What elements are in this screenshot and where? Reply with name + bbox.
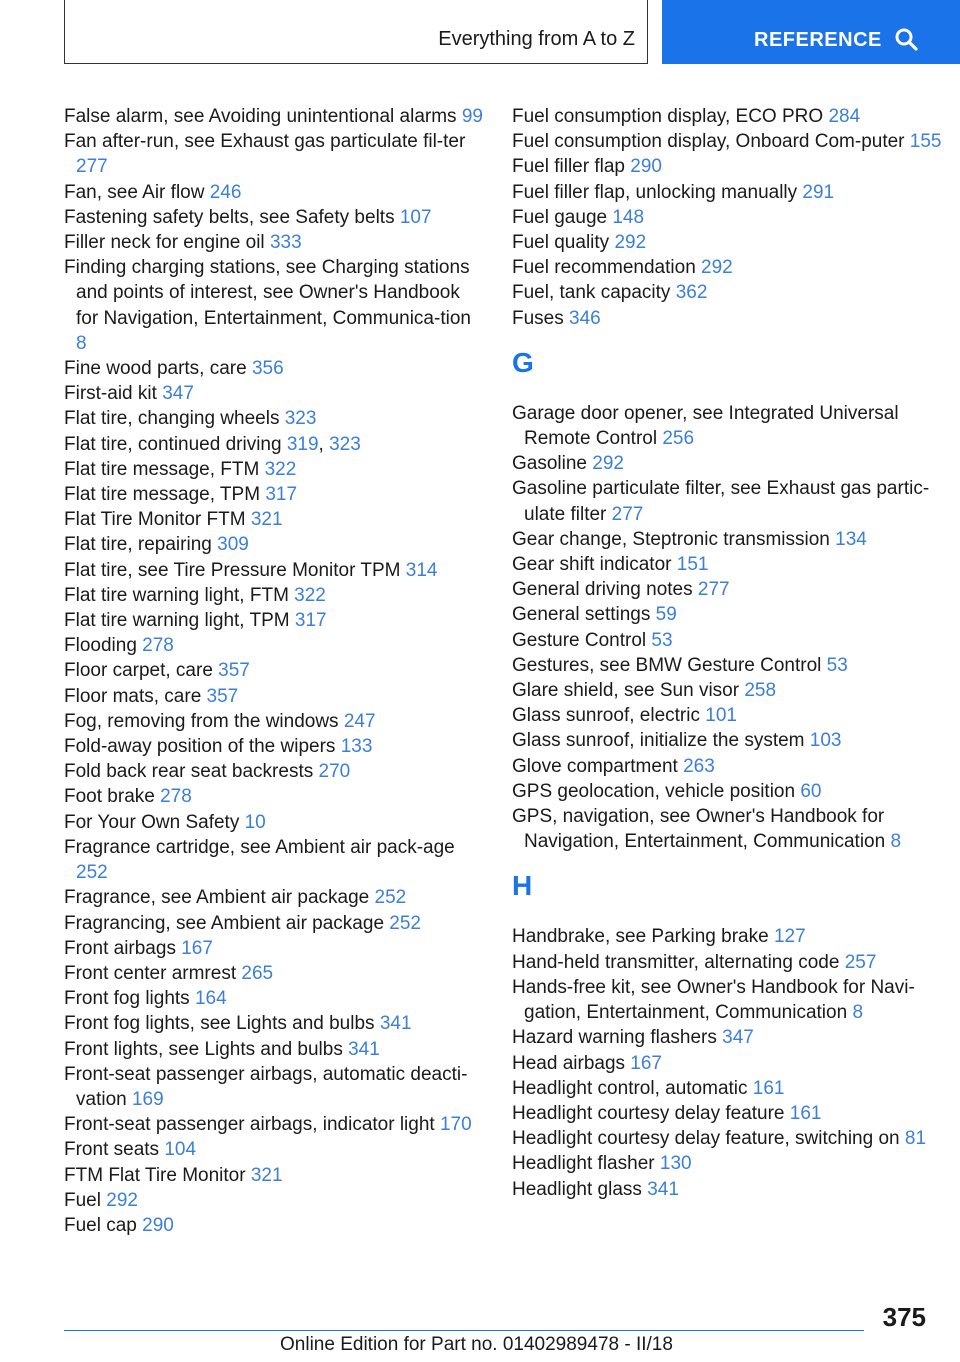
index-entry-text: Fold back rear seat backrests [64,761,319,783]
index-entry [512,1126,942,1151]
index-entry [512,280,942,305]
page-link[interactable]: 277 [76,156,108,178]
index-entry-text: GPS geolocation, vehicle position [512,780,801,802]
index-entry [64,835,484,885]
page-link[interactable]: 247 [343,710,376,732]
page-link[interactable]: 362 [675,282,708,304]
page-link[interactable]: 278 [142,635,174,657]
index-entry-text: Fuel [64,1189,107,1211]
index-entry [512,975,942,1025]
page-link[interactable]: 167 [630,1052,662,1074]
index-entry-text: General settings [512,604,656,626]
index-entry [512,104,942,129]
page-link[interactable]: 292 [614,232,647,254]
page-link[interactable]: 133 [340,736,373,758]
page-link[interactable]: 103 [809,730,842,752]
page-link[interactable]: 347 [722,1027,754,1049]
index-entry [64,709,484,734]
page-link[interactable]: 8 [76,332,87,354]
page-link[interactable]: 60 [800,780,822,802]
page-link[interactable]: 278 [160,786,192,808]
page-link[interactable]: 252 [76,862,108,884]
index-entry [512,527,942,552]
index-entry [64,1137,484,1162]
index-entry [64,633,484,658]
index-entry-text: Gestures, see BMW Gesture Control [512,654,827,676]
page-link[interactable]: 161 [752,1077,785,1099]
index-entry-text: Gesture Control [512,629,652,651]
index-entry-text: False alarm, see Avoiding unintentional alarms [64,106,462,127]
index-entry-text: Flat tire warning light, TPM [64,610,295,632]
page-link[interactable]: 321 [250,509,283,531]
page-link[interactable]: 322 [264,458,297,480]
page-link[interactable]: 346 [569,307,601,329]
index-entry-text: Headlight control, automatic [512,1077,753,1099]
index-entry-text: General driving notes [512,579,698,601]
index-entry-text: Flat Tire Monitor FTM [64,509,251,531]
page-link[interactable]: 284 [828,106,861,127]
index-entry [64,406,484,431]
index-entry [64,1188,484,1213]
index-entry [64,1213,484,1238]
index-entry-text: Flat tire, repairing [64,534,218,556]
index-entry [512,779,942,804]
index-entry [512,451,942,476]
index-entry [64,356,484,381]
index-entry-text: Flat tire warning light, FTM [64,584,295,606]
index-entry-text: Fuel consumption display, ECO PRO [512,106,829,127]
page-link[interactable]: 322 [294,584,326,606]
edition-info: Online Edition for Part no. 01402989478 - II/18 [280,1334,673,1355]
index-entry [64,230,484,255]
index-entry [64,986,484,1011]
index-entry-text: Glove compartment [512,755,684,777]
index-entry-text: Fuses [512,307,570,329]
index-entry [64,1062,484,1112]
index-entry [64,684,484,709]
page-link[interactable]: 323 [284,408,317,430]
index-entry [512,306,942,331]
index-entry [512,577,942,602]
index-entry-text: Front-seat passenger airbags, automatic deacti-vation [64,1063,468,1110]
index-entry [64,1163,484,1188]
page-link[interactable]: 292 [592,453,624,475]
section-title: Everything from A to Z [438,28,635,50]
index-entry-text: Headlight glass [512,1178,648,1200]
index-entry-text: Flat tire message, FTM [64,458,265,480]
page-link[interactable]: 10 [244,811,266,833]
index-entry [512,1076,942,1101]
index-entry [64,1112,484,1137]
page-link[interactable]: 290 [142,1214,174,1236]
index-entry-text: Fastening safety belts, see Safety belts [64,206,400,228]
page-link[interactable]: 356 [251,358,284,380]
index-entry [64,381,484,406]
index-entry-text: Glare shield, see Sun visor [512,680,745,702]
index-entry [64,180,484,205]
index-entry-text: Garage door opener, see Integrated Universal Remote Control [512,402,899,450]
index-entry [512,678,942,703]
footer-divider [64,1330,864,1331]
index-entry-text: First-aid kit [64,383,163,405]
page-link[interactable]: 257 [844,951,877,973]
index-entry-text: Front airbags [64,937,182,959]
index-entry-text: Fuel filler flap, unlocking manually [512,181,803,203]
page-link[interactable]: 341 [348,1038,380,1060]
index-entry-text: Fragrance, see Ambient air package [64,887,375,909]
index-entry-text: GPS, navigation, see Owner's Handbook for Navigation, Entertainment, Communication [512,806,891,853]
page-link[interactable]: 246 [209,181,242,203]
index-entry [512,703,942,728]
page-link[interactable]: 314 [405,559,438,581]
index-entry [512,950,942,975]
index-entry-text: Fold-away position of the wipers [64,736,341,758]
page-link[interactable]: 258 [744,680,777,702]
index-entry [512,1025,942,1050]
index-entry [512,1177,942,1202]
index-entry [512,924,942,949]
page-link[interactable]: 256 [662,428,695,450]
index-entry [64,658,484,683]
page-link[interactable]: 319 [286,433,319,455]
index-entry-text: FTM Flat Tire Monitor [64,1164,251,1186]
page-link[interactable]: 161 [789,1102,822,1124]
index-entry [64,784,484,809]
index-entry [512,552,942,577]
index-entry-text: Fuel quality [512,232,615,254]
page-number: 375 [882,1302,926,1332]
page-link[interactable]: 292 [106,1189,138,1211]
page-link[interactable]: 130 [659,1153,692,1175]
index-entry-text: Front center armrest [64,962,242,984]
page-link[interactable]: 53 [651,629,673,651]
page-link[interactable]: 53 [826,654,848,676]
page-link[interactable]: 270 [318,761,351,783]
index-entry [64,507,484,532]
index-column-right [512,104,942,1202]
index-entry-text: Fuel consumption display, Onboard Com-puter [512,131,910,153]
index-entry-text: Fuel gauge [512,206,613,228]
index-entry [64,1037,484,1062]
index-entry [512,754,942,779]
index-entry-text: Filler neck for engine oil [64,232,270,254]
index-entry-text: Fog, removing from the windows [64,710,344,732]
index-entry [64,583,484,608]
page-link[interactable]: 59 [655,604,677,626]
index-entry [64,205,484,230]
index-entry-text: Hazard warning flashers [512,1027,723,1049]
index-entry [512,1101,942,1126]
page-link[interactable]: 317 [265,484,298,506]
page-link[interactable]: 277 [697,579,730,601]
page-link[interactable]: 263 [683,755,715,777]
page-link[interactable]: 292 [701,257,733,279]
index-entry-text: Headlight courtesy delay feature, switching on [512,1128,905,1150]
page-link[interactable]: 291 [802,181,835,203]
index-entry [64,911,484,936]
index-entry-text: Headlight courtesy delay feature [512,1102,790,1124]
index-entry [512,129,942,154]
index-entry-text: Fan, see Air flow [64,181,210,203]
page-link[interactable]: 277 [611,503,644,525]
index-entry-text: Floor mats, care [64,685,207,707]
page-link[interactable]: 252 [374,887,407,909]
page-link[interactable]: 107 [399,206,432,228]
page-link[interactable]: 8 [852,1002,864,1024]
index-entry-text: Flooding [64,635,143,657]
index-entry-text: Flat tire message, TPM [64,484,266,506]
index-entry [512,401,942,451]
index-entry-text: Floor carpet, care [64,660,219,682]
index-letter-heading: H [512,870,533,902]
index-entry-text: Hand-held transmitter, alternating code [512,951,845,973]
index-entry [512,255,942,280]
page-link[interactable]: 323 [329,433,361,455]
index-entry [512,804,942,854]
index-entry [64,1011,484,1036]
index-entry [512,1051,942,1076]
reference-tab[interactable] [662,0,960,64]
index-entry-text: Handbrake, see Parking brake [512,926,774,948]
page-link[interactable]: 169 [131,1088,164,1110]
page-link[interactable]: 347 [162,383,194,405]
page-separator: , [318,433,330,455]
index-entry-text: Gear change, Steptronic transmission [512,528,836,550]
index-entry [64,885,484,910]
page-link[interactable]: 170 [439,1114,472,1136]
index-entry-text: Finding charging stations, see Charging stations and points of interest, see Owner's Handbook for Navigation, Entertainment, Communica-tion [64,257,471,329]
index-entry-text: Gear shift indicator [512,554,677,576]
index-entry-text: Gasoline [512,453,593,475]
index-entry [64,255,484,356]
index-entry-text: Fan after-run, see Exhaust gas particulate fil-ter [64,131,466,153]
page-link[interactable]: 134 [835,528,867,550]
index-entry [64,936,484,961]
index-entry-text: Hands-free kit, see Owner's Handbook for Navi-gation, Entertainment, Communication [512,976,915,1024]
index-entry [64,558,484,583]
header-section-box [64,0,648,64]
page-link[interactable]: 8 [890,831,902,853]
search-icon[interactable] [894,27,918,51]
index-entry [64,129,484,179]
page-link[interactable]: 317 [294,610,327,632]
page-link[interactable]: 99 [461,106,483,127]
index-entry-text: For Your Own Safety [64,811,245,833]
index-entry [64,734,484,759]
index-entry-text: Front-seat passenger airbags, indicator light [64,1114,440,1136]
page-link[interactable]: 101 [705,705,737,727]
index-entry [512,476,942,526]
index-entry-text: Fragrance cartridge, see Ambient air pack-age [64,836,455,858]
page-link[interactable]: 321 [250,1164,283,1186]
index-entry [64,961,484,986]
index-entry [64,457,484,482]
page-link[interactable]: 164 [194,988,227,1010]
page-link[interactable]: 167 [181,937,213,959]
index-letter-heading: G [512,346,534,378]
index-entry [64,759,484,784]
index-entry-text: Head airbags [512,1052,631,1074]
index-entry-text: Front fog lights, see Lights and bulbs [64,1013,380,1035]
index-entry [64,532,484,557]
index-entry [64,432,484,457]
index-entry-text: Fuel filler flap [512,156,631,178]
page-link[interactable]: 333 [269,232,302,254]
page-link[interactable]: 151 [676,554,709,576]
index-entry-text: Headlight flasher [512,1153,660,1175]
index-entry [512,230,942,255]
index-entry-text: Front lights, see Lights and bulbs [64,1038,349,1060]
index-entry [512,154,942,179]
index-entry-text: Fuel, tank capacity [512,282,676,304]
index-entry [512,653,942,678]
index-entry [64,104,484,129]
index-entry-text: Glass sunroof, initialize the system [512,730,810,752]
index-entry [512,205,942,230]
index-entry-text: Gasoline particulate filter, see Exhaust gas partic-ulate filter [512,478,930,525]
index-entry [64,608,484,633]
index-entry-text: Flat tire, changing wheels [64,408,285,430]
page-link[interactable]: 104 [164,1139,197,1161]
page-link[interactable]: 265 [241,962,274,984]
index-entry-text: Flat tire, continued driving [64,433,287,455]
index-entry [512,628,942,653]
index-entry-text: Front fog lights [64,988,195,1010]
page-link[interactable]: 127 [773,926,806,948]
page-link[interactable]: 290 [630,156,662,178]
page-link[interactable]: 252 [389,912,421,934]
page-link[interactable]: 81 [904,1128,927,1150]
index-entry [512,728,942,753]
index-entry-text: Fine wood parts, care [64,358,252,380]
index-column-left [64,104,484,1238]
page-link[interactable]: 309 [217,534,249,556]
index-entry [512,180,942,205]
index-entry [64,810,484,835]
page-link[interactable]: 341 [379,1013,412,1035]
page-link[interactable]: 148 [612,206,645,228]
page-link[interactable]: 357 [218,660,250,682]
index-entry-text: Flat tire, see Tire Pressure Monitor TPM [64,559,406,581]
index-entry [512,1151,942,1176]
page-link[interactable]: 357 [206,685,239,707]
index-entry-text: Foot brake [64,786,161,808]
page-link[interactable]: 155 [909,131,942,153]
index-entry-text: Fuel cap [64,1214,143,1236]
index-entry-text: Fragrancing, see Ambient air package [64,912,390,934]
reference-tab-label: REFERENCE [754,29,882,51]
index-entry-text: Front seats [64,1139,165,1161]
index-entry [512,602,942,627]
index-entry-text: Glass sunroof, electric [512,705,706,727]
page-link[interactable]: 341 [647,1178,679,1200]
index-entry-text: Fuel recommendation [512,257,702,279]
index-entry [64,482,484,507]
